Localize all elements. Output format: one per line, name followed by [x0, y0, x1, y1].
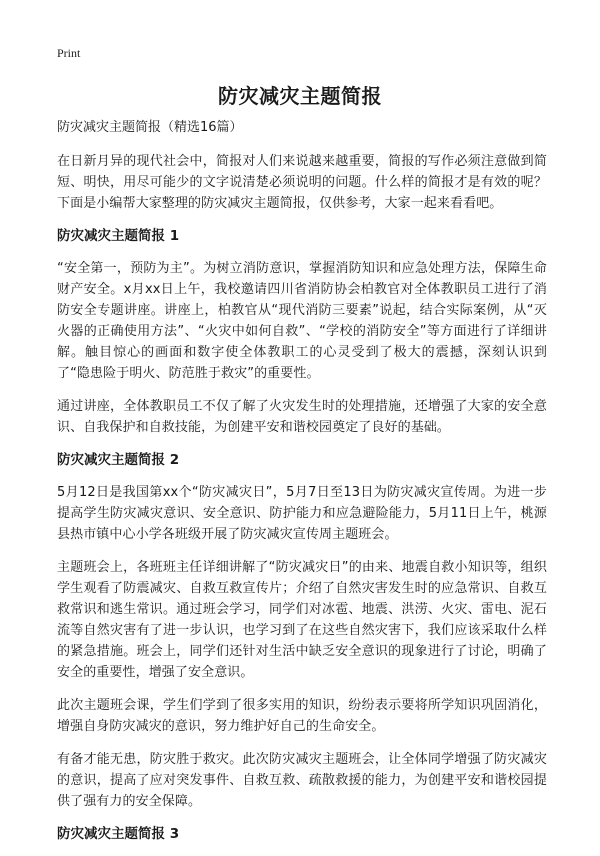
document-subtitle: 防灾减灾主题简报（精选16篇） [57, 120, 243, 135]
section-heading: 防灾减灾主题简报 2 [57, 452, 180, 468]
section-paragraph: 此次主题班会课，学生们学到了很多实用的知识，纷纷表示要将所学知识巩固消化，增强自身防灾减灾的意识，努力维护好自己的生命安全。 [57, 698, 547, 734]
section-paragraph: 5月12日是我国第xx个“防灾减灾日”，5月7日至13日为防灾减灾宣传周。为进一步提高学生防灾减灾意识、安全意识、防护能力和应急避险能力，5月11日上午，桃源县热市镇中心小学各班级开展了防灾减灾宣传周主题班会。 [57, 485, 547, 542]
print-link[interactable]: Print [57, 46, 81, 60]
section-paragraph: “安全第一，预防为主”。为树立消防意识，掌握消防知识和应急处理方法，保障生命财产安全。x月xx日上午，我校邀请四川省消防协会柏教官对全体教职员工进行了消防安全专题讲座。讲座上，柏教官从“现代消防三要素”说起，结合实际案例，从“灭火器的正确使用方法”、“火灾中如何自救”、“学校的消防安全”等方面进行了详细讲解。触目惊心的画面和数字使全体教职工的心灵受到了极大的震撼，深刻认识到了“隐患险于明火、防范胜于救灾”的重要性。 [57, 261, 547, 381]
section-paragraph: 通过讲座，全体教职员工不仅了解了火灾发生时的处理措施，还增强了大家的安全意识、自我保护和自救技能，为创建平安和谐校园奠定了良好的基础。 [57, 399, 547, 435]
section-paragraph: 主题班会上，各班班主任详细讲解了“防灾减灾日”的由来、地震自救小知识等，组织学生观看了防震减灾、自救互救宣传片；介绍了自然灾害发生时的应急常识、自救互救常识和逃生常识。通过班会学习，同学们对冰雹、地震、洪涝、火灾、雷电、泥石流等自然灾害有了进一步认识，也学习到了在这些自然灾害下，我们应该采取什么样的紧急措施。班会上，同学们还针对生活中缺乏安全意识的现象进行了讨论，明确了安全的重要性，增强了安全意识。 [57, 560, 547, 680]
intro-paragraph: 在日新月异的现代社会中，简报对人们来说越来越重要，简报的写作必须注意做到简短、明快，用尽可能少的文字说清楚必须说明的问题。什么样的简报才是有效的呢？下面是小编帮大家整理的防灾减灾主题简报，仅供参考，大家一起来看看吧。 [57, 154, 547, 211]
section-heading: 防灾减灾主题简报 3 [57, 826, 180, 842]
section-heading: 防灾减灾主题简报 1 [57, 228, 180, 244]
section-paragraph: 有备才能无患，防灾胜于救灾。此次防灾减灾主题班会，让全体同学增强了防灾减灾的意识，提高了应对突发事件、自救互救、疏散救援的能力，为创建平安和谐校园提供了强有力的安全保障。 [57, 752, 547, 809]
page-title: 防灾减灾主题简报 [218, 84, 382, 108]
document-body [57, 118, 547, 856]
